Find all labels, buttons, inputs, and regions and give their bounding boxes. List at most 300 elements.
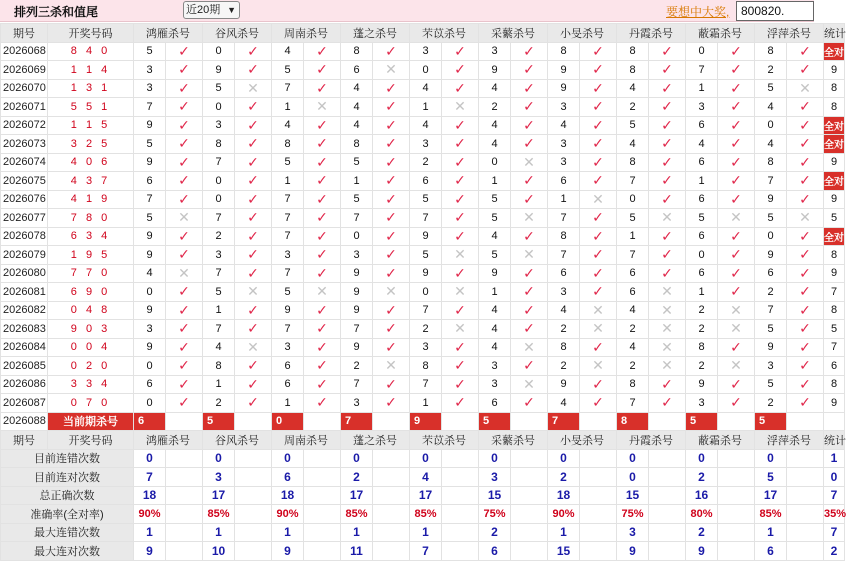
kill-number: 3 [686,98,718,117]
cross-icon: ✕ [304,283,341,302]
check-icon: ✓ [787,135,824,154]
check-icon: ✓ [166,79,203,98]
kill-number: 1 [548,190,580,209]
kill-number: 3 [341,394,373,413]
page-title: 排列三杀和值尾 [14,5,99,19]
kill-number: 3 [410,338,442,357]
stats-value: 18 [548,486,580,505]
blank-cell [511,468,548,487]
check-icon: ✓ [787,320,824,339]
draw-numbers: 8 4 0 [48,42,134,61]
kill-number: 4 [755,135,787,154]
kill-number: 0 [755,116,787,135]
issue-number: 2026080 [1,264,48,283]
check-icon: ✓ [235,357,272,376]
kill-number: 8 [617,61,649,80]
check-icon: ✓ [166,227,203,246]
kill-number: 5 [479,190,511,209]
stats-value: 15 [479,486,511,505]
kill-number: 4 [548,301,580,320]
check-icon: ✓ [580,42,617,61]
check-icon: ✓ [787,301,824,320]
check-icon: ✓ [718,283,755,302]
kill-number: 2 [686,320,718,339]
check-icon: ✓ [373,301,410,320]
cross-icon: ✕ [718,320,755,339]
cross-icon: ✕ [442,283,479,302]
kill-number: 7 [410,301,442,320]
kill-number: 1 [203,375,235,394]
kill-number: 0 [617,190,649,209]
issue-number: 2026084 [1,338,48,357]
col-expert-header[interactable]: 谷风杀号 [203,431,272,450]
cross-icon: ✕ [580,190,617,209]
blank-cell [649,505,686,524]
check-icon: ✓ [166,394,203,413]
issue-number: 2026075 [1,172,48,191]
stats-total: 1 [824,449,845,468]
table-row [1,227,845,246]
stats-value: 1 [548,523,580,542]
site-badge[interactable]: 800820. [736,1,814,21]
chevron-down-icon: ▼ [227,5,236,15]
kill-number: 9 [686,375,718,394]
col-expert-header[interactable]: 采蘩杀号 [479,24,548,43]
cross-icon: ✕ [649,301,686,320]
check-icon: ✓ [304,209,341,228]
kill-number: 1 [686,79,718,98]
check-icon: ✓ [718,227,755,246]
issue-number: 2026078 [1,227,48,246]
stats-value: 10 [203,542,235,561]
check-icon: ✓ [235,264,272,283]
table-row [1,283,845,302]
col-total-header: 统计 [824,431,845,450]
kill-number: 8 [548,42,580,61]
check-icon: ✓ [511,61,548,80]
check-icon: ✓ [718,338,755,357]
check-icon: ✓ [373,116,410,135]
check-icon: ✓ [442,394,479,413]
check-icon: ✓ [718,153,755,172]
issue-number: 2026085 [1,357,48,376]
col-expert-header[interactable]: 小旻杀号 [548,24,617,43]
check-icon: ✓ [649,394,686,413]
kill-number: 4 [272,116,304,135]
draw-numbers: 4 1 9 [48,190,134,209]
check-icon: ✓ [787,264,824,283]
kill-number: 0 [686,42,718,61]
check-icon: ✓ [304,375,341,394]
check-icon: ✓ [649,61,686,80]
stats-label: 最大连对次数 [1,542,134,561]
kill-number: 9 [134,116,166,135]
kill-number: 4 [272,42,304,61]
blank-cell [166,468,203,487]
current-kill-number: 0 [272,412,304,431]
issue-number: 2026081 [1,283,48,302]
kill-number: 7 [341,375,373,394]
issue-number: 2026071 [1,98,48,117]
col-expert-header[interactable]: 丹霞杀号 [617,431,686,450]
correct-count: 8 [824,246,845,265]
kill-number: 0 [410,283,442,302]
draw-numbers: 0 4 8 [48,301,134,320]
check-icon: ✓ [304,394,341,413]
stats-value: 17 [410,486,442,505]
blank-cell [787,486,824,505]
blank-cell [235,505,272,524]
check-icon: ✓ [442,227,479,246]
col-expert-header[interactable]: 鸿雁杀号 [134,24,203,43]
check-icon: ✓ [442,42,479,61]
check-icon: ✓ [511,116,548,135]
check-icon: ✓ [442,172,479,191]
correct-count: 8 [824,301,845,320]
table-row [1,98,845,117]
col-expert-header[interactable]: 周南杀号 [272,24,341,43]
check-icon: ✓ [649,79,686,98]
stats-value: 6 [479,542,511,561]
check-icon: ✓ [304,172,341,191]
correct-count: 5 [824,209,845,228]
check-icon: ✓ [166,375,203,394]
check-icon: ✓ [580,227,617,246]
kill-number: 7 [272,190,304,209]
cross-icon: ✕ [649,209,686,228]
check-icon: ✓ [580,135,617,154]
issue-number: 2026072 [1,116,48,135]
check-icon: ✓ [304,135,341,154]
kill-number: 6 [272,357,304,376]
kill-number: 2 [203,227,235,246]
check-icon: ✓ [304,153,341,172]
check-icon: ✓ [235,135,272,154]
kill-number: 9 [341,264,373,283]
kill-number: 5 [755,320,787,339]
col-expert-header[interactable]: 丹霞杀号 [617,24,686,43]
kill-number: 1 [272,172,304,191]
kill-number: 6 [134,375,166,394]
stats-value: 1 [272,523,304,542]
kill-number: 4 [617,135,649,154]
kill-number: 3 [479,357,511,376]
stats-value: 18 [272,486,304,505]
stats-value: 4 [410,468,442,487]
kill-number: 9 [134,338,166,357]
kill-number: 9 [203,61,235,80]
kill-number: 8 [755,153,787,172]
cross-icon: ✕ [580,357,617,376]
blank-cell [442,486,479,505]
col-expert-header[interactable]: 芣苡杀号 [410,431,479,450]
current-kill-number: 5 [203,412,235,431]
check-icon: ✓ [580,172,617,191]
kill-number: 3 [479,42,511,61]
current-kill-number: 9 [410,412,442,431]
kill-number: 9 [755,338,787,357]
check-icon: ✓ [718,264,755,283]
stats-value: 85% [341,505,373,524]
kill-number: 9 [410,264,442,283]
kill-number: 6 [686,227,718,246]
kill-number: 0 [134,394,166,413]
table-row [1,61,845,80]
stats-value: 90% [272,505,304,524]
promo-link[interactable]: 要想中大奖, [666,5,730,19]
blank-cell [235,468,272,487]
cross-icon: ✕ [718,209,755,228]
kill-number: 7 [548,246,580,265]
cross-icon: ✕ [649,320,686,339]
kill-number: 9 [134,301,166,320]
stats-value: 0 [341,449,373,468]
correct-count: 8 [824,79,845,98]
col-expert-header[interactable]: 蔽霜杀号 [686,24,755,43]
blank-cell [787,542,824,561]
table-row [1,246,845,265]
kill-number: 2 [755,283,787,302]
kill-number: 3 [410,42,442,61]
kill-number: 3 [548,98,580,117]
check-icon: ✓ [580,375,617,394]
stats-value: 1 [203,523,235,542]
cross-icon: ✕ [718,301,755,320]
kill-number: 4 [617,338,649,357]
check-icon: ✓ [304,61,341,80]
kill-number: 5 [617,116,649,135]
cross-icon: ✕ [511,246,548,265]
table-row [1,320,845,339]
check-icon: ✓ [580,264,617,283]
check-icon: ✓ [166,190,203,209]
kill-number: 9 [479,61,511,80]
col-expert-header[interactable]: 浮萍杀号 [755,431,824,450]
stats-value: 3 [617,523,649,542]
blank-cell [580,505,617,524]
kill-number: 4 [410,116,442,135]
kill-number: 1 [617,227,649,246]
blank-cell [580,542,617,561]
kill-number: 4 [203,338,235,357]
check-icon: ✓ [580,79,617,98]
issue-number: 2026087 [1,394,48,413]
col-expert-header[interactable]: 蓬之杀号 [341,24,410,43]
col-expert-header[interactable]: 鸿雁杀号 [134,431,203,450]
blank-cell [442,505,479,524]
blank-cell [718,449,755,468]
check-icon: ✓ [511,227,548,246]
kill-number: 9 [134,153,166,172]
col-draw-header: 开奖号码 [48,431,134,450]
col-expert-header[interactable]: 蓬之杀号 [341,431,410,450]
check-icon: ✓ [649,42,686,61]
col-expert-header[interactable]: 蔽霜杀号 [686,431,755,450]
kill-number: 7 [755,172,787,191]
issue-number: 2026082 [1,301,48,320]
check-icon: ✓ [718,116,755,135]
stats-value: 2 [341,468,373,487]
col-expert-header[interactable]: 谷风杀号 [203,24,272,43]
check-icon: ✓ [166,246,203,265]
check-icon: ✓ [442,79,479,98]
table-row [1,79,845,98]
kill-number: 2 [755,61,787,80]
kill-number: 9 [755,190,787,209]
blank-cell [166,486,203,505]
kill-number: 3 [203,246,235,265]
check-icon: ✓ [580,246,617,265]
blank-cell [304,523,341,542]
kill-number-table [0,23,845,561]
check-icon: ✓ [787,246,824,265]
kill-number: 1 [410,98,442,117]
cross-icon: ✕ [649,283,686,302]
stats-value: 1 [341,523,373,542]
correct-count: 9 [824,61,845,80]
kill-number: 7 [134,98,166,117]
check-icon: ✓ [304,264,341,283]
stats-value: 0 [548,449,580,468]
draw-numbers: 0 7 0 [48,394,134,413]
check-icon: ✓ [373,79,410,98]
check-icon: ✓ [373,246,410,265]
check-icon: ✓ [166,61,203,80]
stats-value: 3 [203,468,235,487]
blank-cell [580,468,617,487]
issue-number: 2026074 [1,153,48,172]
kill-number: 4 [479,227,511,246]
kill-number: 3 [548,135,580,154]
check-icon: ✓ [442,375,479,394]
kill-number: 6 [548,172,580,191]
stats-value: 9 [617,542,649,561]
cross-icon: ✕ [373,61,410,80]
check-icon: ✓ [442,301,479,320]
kill-number: 8 [617,153,649,172]
kill-number: 0 [410,61,442,80]
kill-number: 5 [134,209,166,228]
stats-value: 2 [686,468,718,487]
kill-number: 4 [479,338,511,357]
current-kill-number: 6 [134,412,166,431]
check-icon: ✓ [442,153,479,172]
stats-total: 7 [824,486,845,505]
blank-cell [718,505,755,524]
period-select[interactable] [183,1,240,19]
col-expert-header[interactable]: 芣苡杀号 [410,24,479,43]
stats-row [1,449,845,468]
all-correct-badge: 全对 [824,42,845,61]
kill-number: 4 [548,394,580,413]
check-icon: ✓ [787,153,824,172]
draw-numbers: 5 5 1 [48,98,134,117]
blank-cell [580,449,617,468]
col-expert-header[interactable]: 浮萍杀号 [755,24,824,43]
check-icon: ✓ [718,98,755,117]
draw-numbers: 3 2 5 [48,135,134,154]
kill-number: 8 [548,338,580,357]
check-icon: ✓ [304,42,341,61]
cross-icon: ✕ [235,338,272,357]
blank-cell [304,486,341,505]
correct-count: 8 [824,98,845,117]
check-icon: ✓ [718,172,755,191]
check-icon: ✓ [235,301,272,320]
kill-number: 2 [548,357,580,376]
check-icon: ✓ [787,227,824,246]
cross-icon: ✕ [442,246,479,265]
check-icon: ✓ [304,227,341,246]
blank-cell [166,412,203,431]
col-expert-header[interactable]: 周南杀号 [272,431,341,450]
stats-value: 15 [617,486,649,505]
blank-cell [166,505,203,524]
kill-number: 4 [548,116,580,135]
blank-cell [718,486,755,505]
kill-number: 5 [272,61,304,80]
stats-value: 9 [134,542,166,561]
check-icon: ✓ [373,42,410,61]
kill-number: 9 [548,61,580,80]
blank-cell [787,412,824,431]
stats-value: 80% [686,505,718,524]
kill-number: 8 [617,375,649,394]
check-icon: ✓ [235,394,272,413]
check-icon: ✓ [235,42,272,61]
kill-number: 3 [341,246,373,265]
blank-cell [718,542,755,561]
table-row [1,172,845,191]
stats-label: 目前连错次数 [1,449,134,468]
stats-label: 总正确次数 [1,486,134,505]
check-icon: ✓ [166,42,203,61]
col-expert-header[interactable]: 采蘩杀号 [479,431,548,450]
cross-icon: ✕ [787,79,824,98]
kill-number: 8 [341,135,373,154]
stats-row [1,468,845,487]
table-row [1,375,845,394]
kill-number: 1 [272,394,304,413]
check-icon: ✓ [511,301,548,320]
check-icon: ✓ [304,190,341,209]
table-header-row [1,431,845,450]
col-total-header: 统计 [824,24,845,43]
kill-number: 4 [479,135,511,154]
blank-cell [787,523,824,542]
cross-icon: ✕ [373,357,410,376]
table-row [1,209,845,228]
check-icon: ✓ [235,98,272,117]
table-row [1,264,845,283]
stats-value: 7 [410,542,442,561]
kill-number: 2 [617,357,649,376]
kill-number: 5 [272,283,304,302]
kill-number: 3 [272,338,304,357]
kill-number: 5 [479,246,511,265]
stats-row [1,523,845,542]
cross-icon: ✕ [166,264,203,283]
kill-number: 3 [686,394,718,413]
stats-value: 90% [134,505,166,524]
blank-cell [718,468,755,487]
kill-number: 0 [479,153,511,172]
kill-number: 3 [755,357,787,376]
kill-number: 5 [755,79,787,98]
check-icon: ✓ [511,190,548,209]
col-expert-header[interactable]: 小旻杀号 [548,431,617,450]
check-icon: ✓ [373,135,410,154]
